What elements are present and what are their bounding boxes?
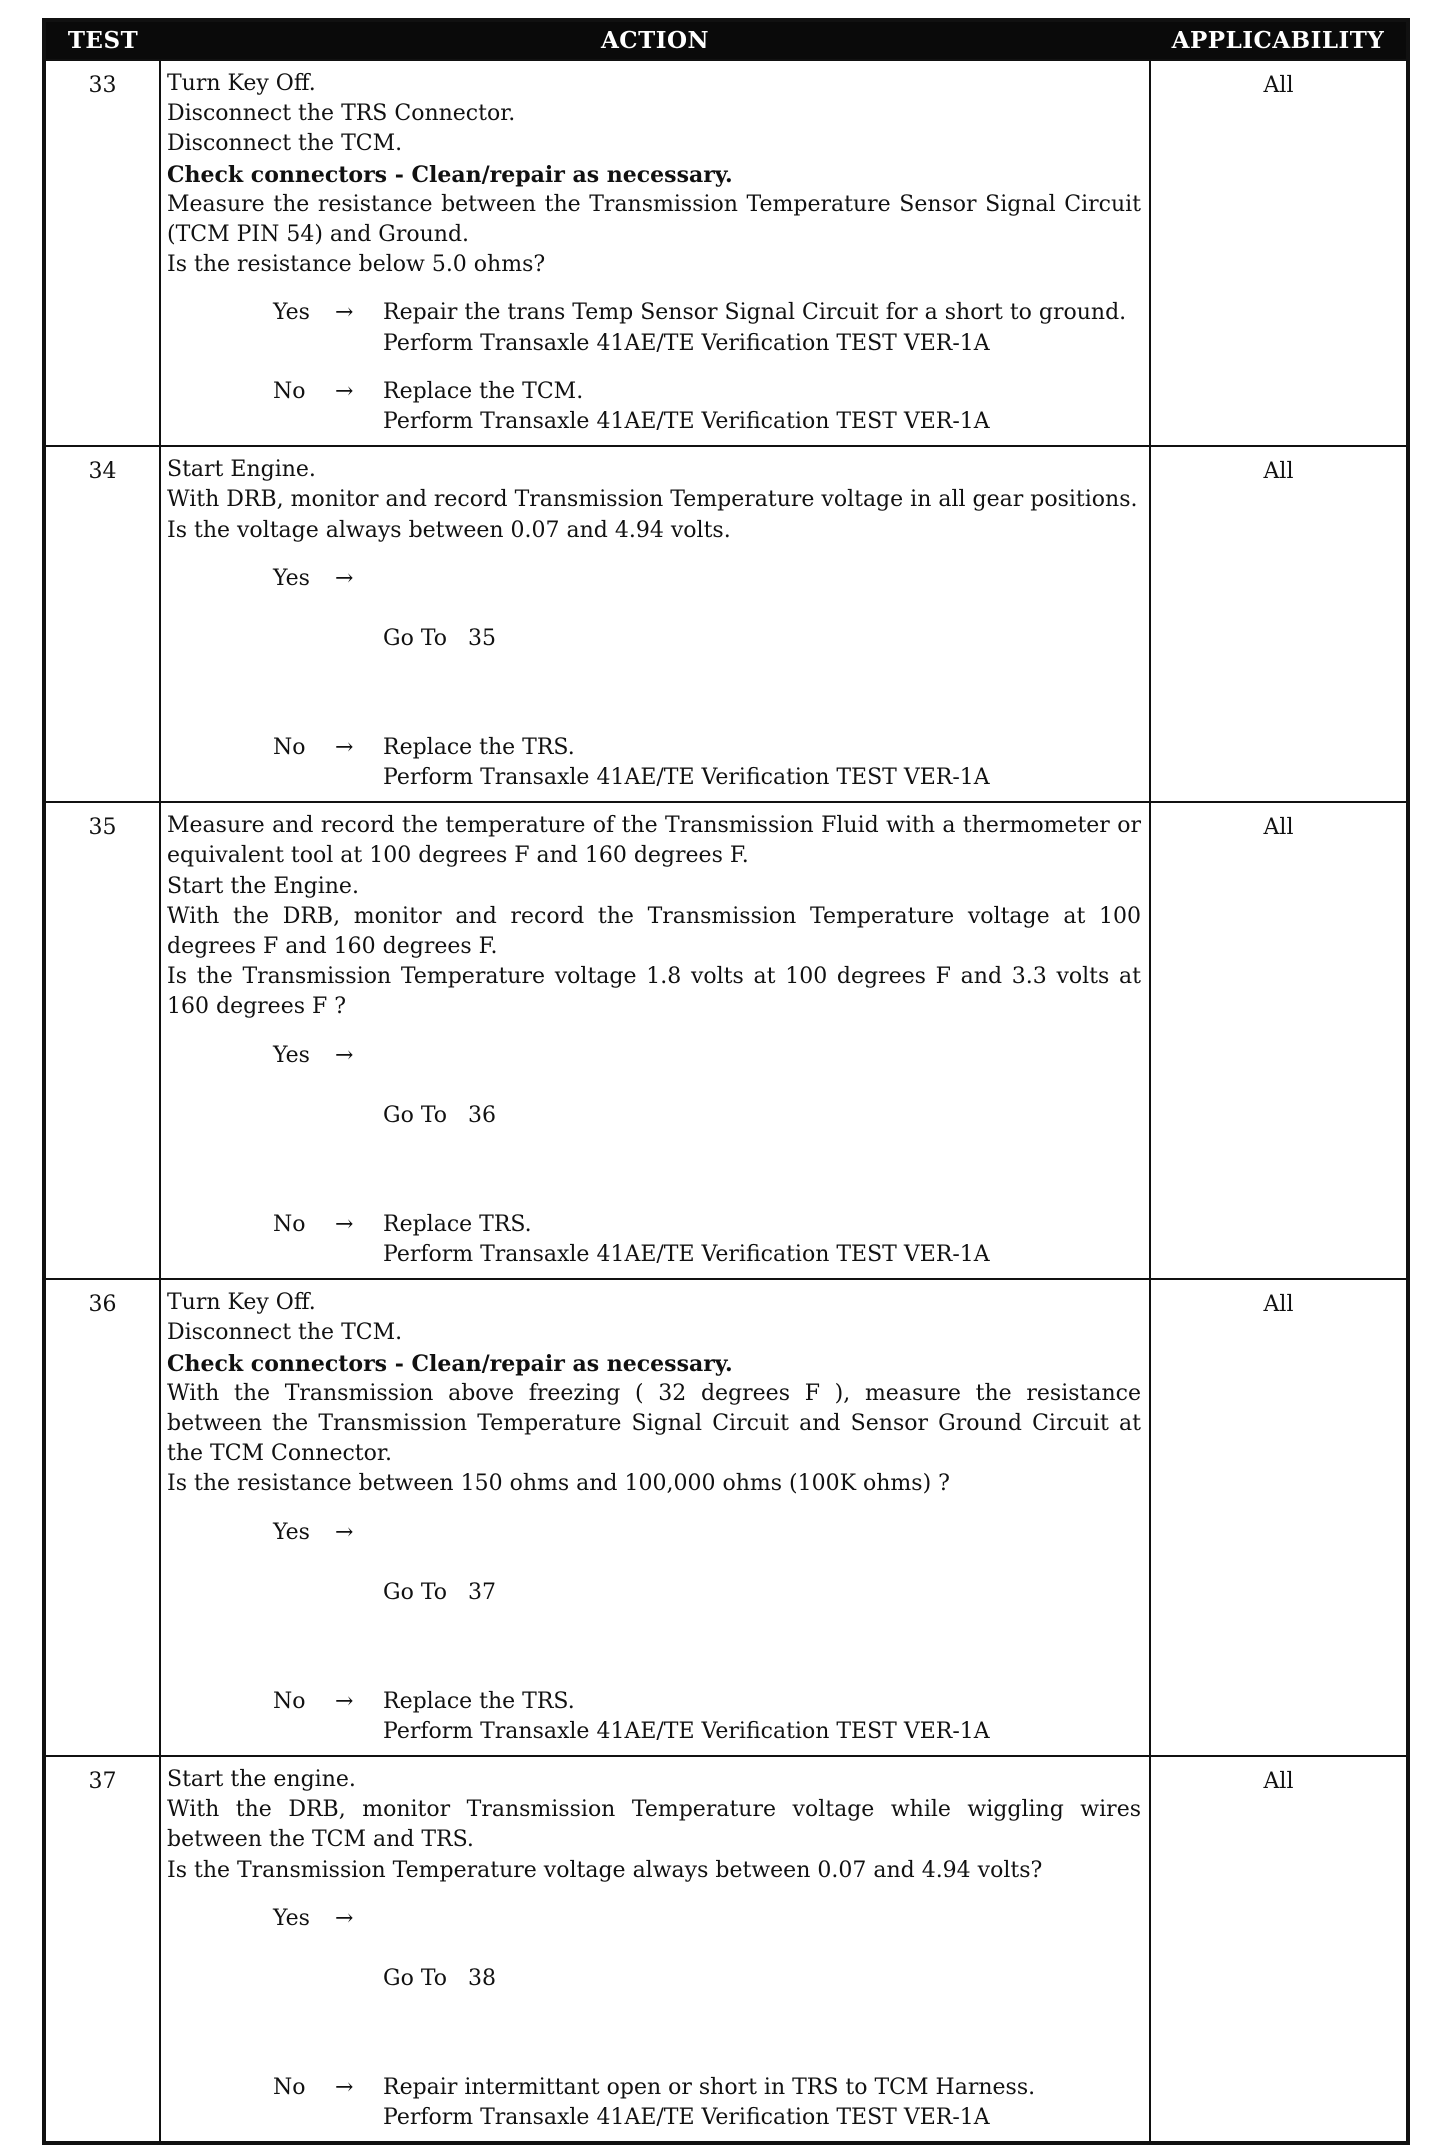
yes-branch bbox=[273, 564, 1141, 715]
yes-branch bbox=[273, 1041, 1141, 1192]
header-action: ACTION bbox=[160, 20, 1150, 60]
arrow-right-icon: → bbox=[335, 1688, 354, 1714]
yes-result bbox=[383, 1518, 1141, 1669]
header-test: TEST bbox=[44, 20, 160, 60]
applicability-cell: All bbox=[1150, 1279, 1408, 1756]
applicability-cell: All bbox=[1150, 446, 1408, 802]
table-header bbox=[44, 20, 1408, 60]
arrow-right-icon: → bbox=[335, 300, 354, 326]
action-question: Is the Transmission Temperature voltage always between 0.07 and 4.94 volts? bbox=[167, 1857, 1043, 1883]
arrow-right-icon: → bbox=[335, 378, 354, 404]
result-line: Perform Transaxle 41AE/TE Verification TEST VER-1A bbox=[383, 1241, 990, 1267]
action-step: With DRB, monitor and record Transmission Temperature voltage in all gear positions. bbox=[167, 487, 1138, 513]
action-step: Start the engine. bbox=[167, 1766, 356, 1792]
action-cell bbox=[160, 446, 1150, 802]
result-line: Repair intermittant open or short in TRS to TCM Harness. bbox=[383, 2074, 1036, 2100]
result-line: Replace the TRS. bbox=[383, 734, 575, 760]
action-step: Start the Engine. bbox=[167, 873, 359, 899]
result-line: Perform Transaxle 41AE/TE Verification TEST VER-1A bbox=[383, 2104, 990, 2130]
result-line: Perform Transaxle 41AE/TE Verification TEST VER-1A bbox=[383, 765, 990, 791]
yes-branch bbox=[273, 1904, 1141, 2055]
action-question: Is the Transmission Temperature voltage 1.8 volts at 100 degrees F and 3.3 volts at 160 degrees F ? bbox=[167, 964, 1141, 1020]
test-action-table bbox=[42, 18, 1410, 2145]
result-line: Replace TRS. bbox=[383, 1211, 532, 1237]
applicability-cell: All bbox=[1150, 1756, 1408, 2143]
header-row bbox=[44, 20, 1408, 60]
no-result bbox=[383, 377, 1141, 437]
action-step: Start Engine. bbox=[167, 457, 316, 483]
result-line: Go To 37 bbox=[383, 1579, 496, 1605]
action-step: Turn Key Off. bbox=[167, 1290, 316, 1316]
arrow-right-icon: → bbox=[335, 2074, 354, 2100]
no-result bbox=[383, 1687, 1141, 1747]
yes-branch bbox=[273, 298, 1141, 358]
result-line: Go To 36 bbox=[383, 1103, 496, 1129]
result-line: Perform Transaxle 41AE/TE Verification TEST VER-1A bbox=[383, 409, 990, 435]
no-branch bbox=[273, 1687, 1141, 1747]
yes-result bbox=[383, 298, 1141, 358]
no-branch bbox=[273, 377, 1141, 437]
result-line: Perform Transaxle 41AE/TE Verification TEST VER-1A bbox=[383, 330, 990, 356]
yes-result bbox=[383, 1041, 1141, 1192]
yes-label: Yes bbox=[273, 1042, 310, 1068]
arrow-right-icon: → bbox=[335, 734, 354, 760]
action-step: With the Transmission above freezing ( 32 degrees F ), measure the resistance between the Transmission Temperature Signal Circuit and Sensor Ground Circuit at the TCM Connector. bbox=[167, 1380, 1141, 1467]
arrow-right-icon: → bbox=[335, 1211, 354, 1237]
arrow-right-icon: → bbox=[335, 565, 354, 591]
action-step: Turn Key Off. bbox=[167, 71, 316, 96]
action-step: With the DRB, monitor and record the Transmission Temperature voltage at 100 degrees F and 160 degrees F. bbox=[167, 903, 1141, 960]
action-question: Is the resistance below 5.0 ohms? bbox=[167, 252, 546, 278]
test-number: 34 bbox=[44, 446, 160, 802]
test-number: 36 bbox=[44, 1279, 160, 1756]
table-row bbox=[44, 446, 1408, 802]
arrow-right-icon: → bbox=[335, 1042, 354, 1068]
action-cell bbox=[160, 802, 1150, 1279]
action-step-bold: Check connectors - Clean/repair as necessary. bbox=[167, 1350, 733, 1377]
result-line: Repair the trans Temp Sensor Signal Circuit for a short to ground. bbox=[383, 300, 1127, 326]
arrow-right-icon: → bbox=[335, 1519, 354, 1545]
action-step: With the DRB, monitor Transmission Temperature voltage while wiggling wires between the TCM and TRS. bbox=[167, 1797, 1141, 1853]
action-cell bbox=[160, 1756, 1150, 2143]
table-row bbox=[44, 1279, 1408, 1756]
no-branch bbox=[273, 733, 1141, 793]
action-step: Disconnect the TCM. bbox=[167, 1320, 403, 1346]
no-label: No bbox=[273, 1211, 306, 1237]
diagnostic-procedure-document bbox=[42, 18, 1406, 2145]
no-branch bbox=[273, 1210, 1141, 1270]
table-row bbox=[44, 60, 1408, 446]
applicability-cell: All bbox=[1150, 802, 1408, 1279]
no-branch bbox=[273, 2073, 1141, 2133]
no-result bbox=[383, 2073, 1141, 2133]
no-label: No bbox=[273, 378, 306, 404]
action-step: Measure the resistance between the Transmission Temperature Sensor Signal Circuit (TCM PIN 54) and Ground. bbox=[167, 191, 1141, 248]
action-cell bbox=[160, 1279, 1150, 1756]
yes-label: Yes bbox=[273, 1905, 310, 1931]
table-body bbox=[44, 60, 1408, 2143]
test-number: 33 bbox=[44, 60, 160, 446]
action-step: Disconnect the TCM. bbox=[167, 131, 403, 157]
yes-result bbox=[383, 564, 1141, 715]
yes-label: Yes bbox=[273, 300, 310, 326]
result-line: Perform Transaxle 41AE/TE Verification TEST VER-1A bbox=[383, 1718, 990, 1744]
action-step: Disconnect the TRS Connector. bbox=[167, 101, 516, 127]
yes-label: Yes bbox=[273, 565, 310, 591]
yes-branch bbox=[273, 1518, 1141, 1669]
action-step: Measure and record the temperature of the Transmission Fluid with a thermometer or equivalent tool at 100 degrees F and 160 degrees F. bbox=[167, 813, 1141, 869]
no-label: No bbox=[273, 1688, 306, 1714]
arrow-right-icon: → bbox=[335, 1905, 354, 1931]
yes-label: Yes bbox=[273, 1519, 310, 1545]
action-question: Is the voltage always between 0.07 and 4.94 volts. bbox=[167, 517, 731, 543]
result-line: Go To 35 bbox=[383, 626, 496, 652]
action-step-bold: Check connectors - Clean/repair as necessary. bbox=[167, 161, 733, 188]
test-number: 35 bbox=[44, 802, 160, 1279]
yes-result bbox=[383, 1904, 1141, 2055]
header-applicability: APPLICABILITY bbox=[1150, 20, 1408, 60]
action-cell bbox=[160, 60, 1150, 446]
table-row bbox=[44, 1756, 1408, 2143]
no-label: No bbox=[273, 2074, 306, 2100]
result-line: Go To 38 bbox=[383, 1966, 496, 1992]
applicability-cell: All bbox=[1150, 60, 1408, 446]
no-result bbox=[383, 733, 1141, 793]
table-row bbox=[44, 802, 1408, 1279]
test-number: 37 bbox=[44, 1756, 160, 2143]
result-line: Replace the TCM. bbox=[383, 378, 584, 404]
no-label: No bbox=[273, 734, 306, 760]
result-line: Replace the TRS. bbox=[383, 1688, 575, 1714]
no-result bbox=[383, 1210, 1141, 1270]
action-question: Is the resistance between 150 ohms and 100,000 ohms (100K ohms) ? bbox=[167, 1471, 950, 1497]
